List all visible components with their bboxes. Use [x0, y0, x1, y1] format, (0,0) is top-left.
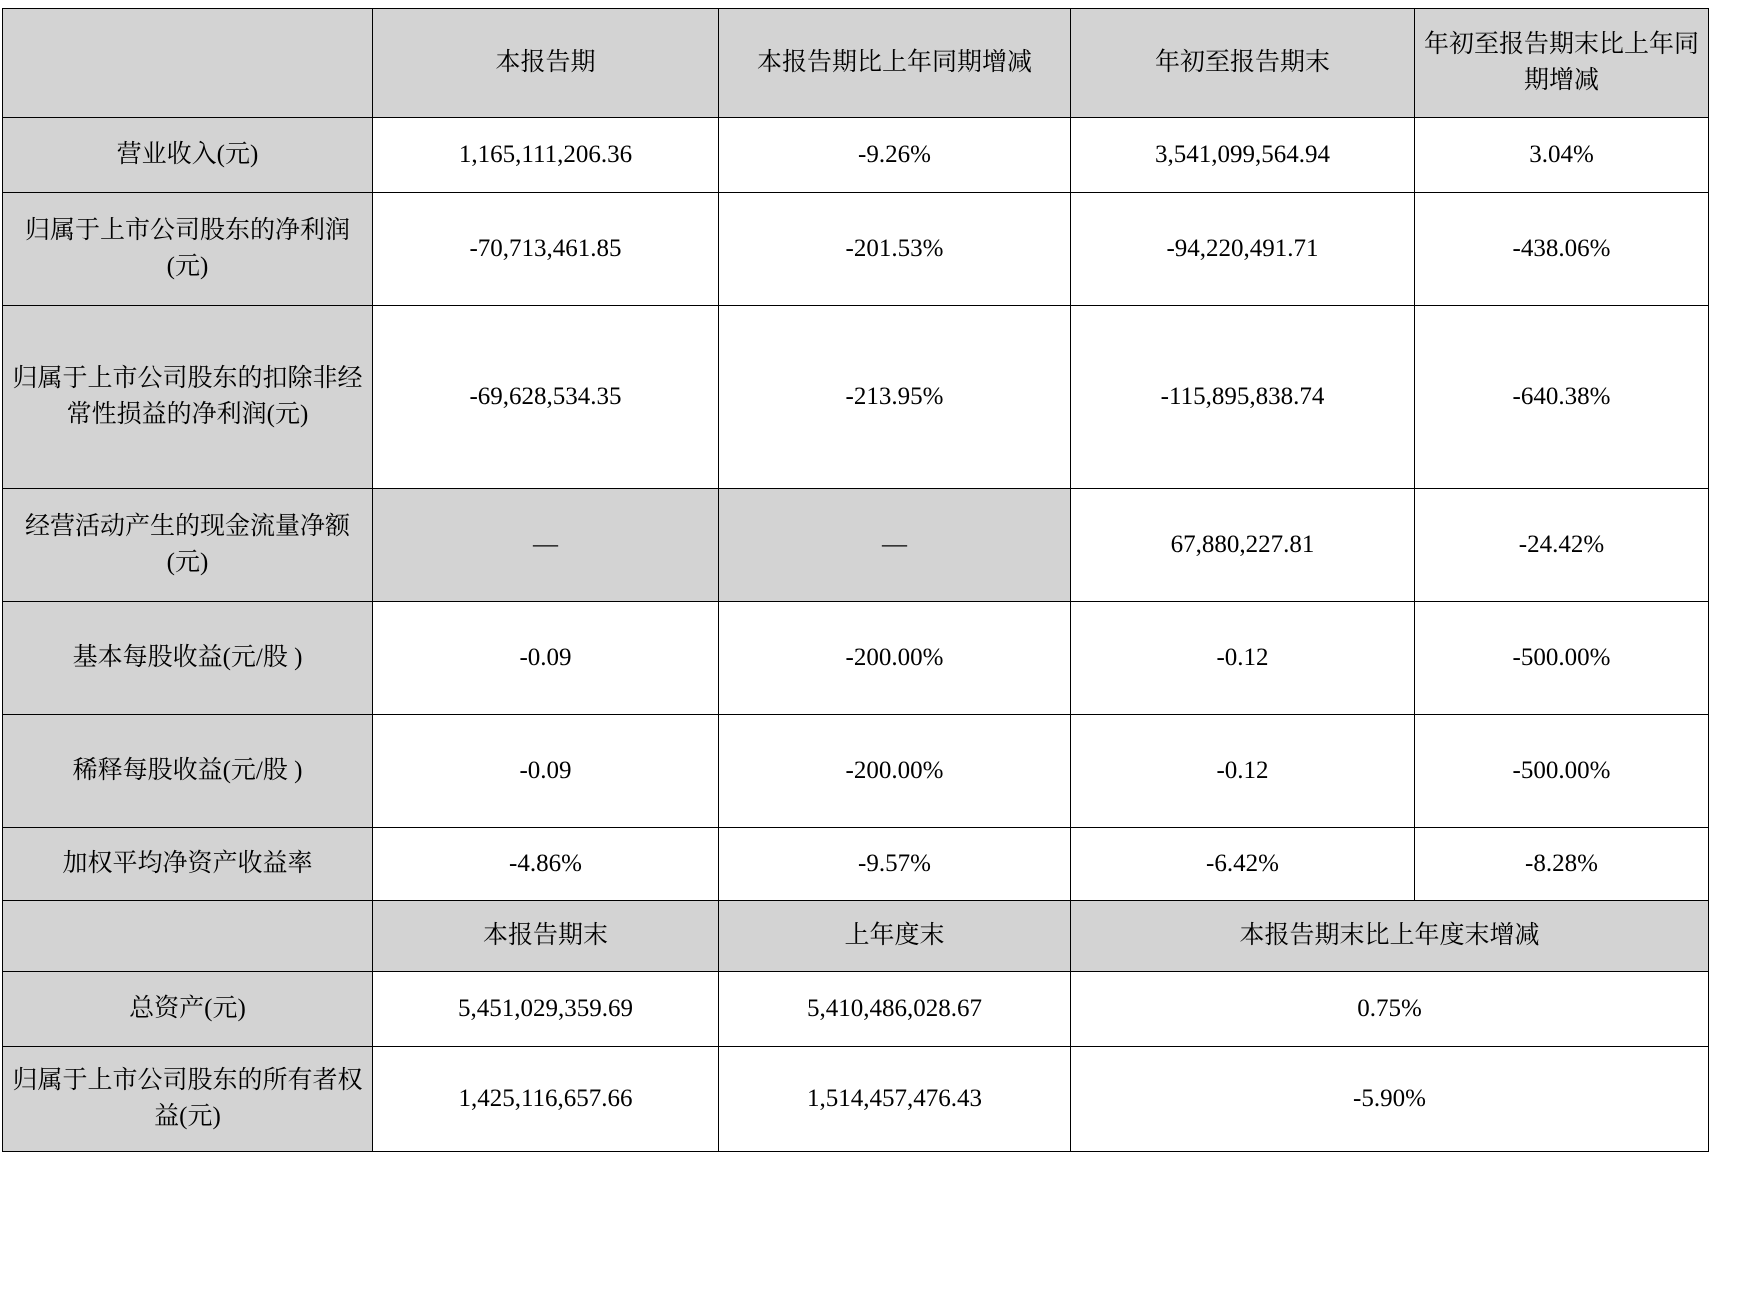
- table-row: [3, 306, 1709, 489]
- row-label-net-profit: 归属于上市公司股东的净利润(元): [3, 193, 373, 306]
- cell-operating-cashflow-ytd: 67,880,227.81: [1071, 489, 1415, 602]
- cell-net-profit-deducted-current: -69,628,534.35: [373, 306, 719, 489]
- cell-net-profit-ytd-yoy: -438.06%: [1415, 193, 1709, 306]
- row-label-equity: 归属于上市公司股东的所有者权益(元): [3, 1047, 373, 1152]
- cell-net-profit-ytd: -94,220,491.71: [1071, 193, 1415, 306]
- cell-net-profit-current: -70,713,461.85: [373, 193, 719, 306]
- cell-net-profit-deducted-current-yoy: -213.95%: [719, 306, 1071, 489]
- second-header-corner-cell: [3, 901, 373, 972]
- second-header-col-prior-year-end: 上年度末: [719, 901, 1071, 972]
- header-col-ytd-yoy: 年初至报告期末比上年同期增减: [1415, 9, 1709, 118]
- cell-revenue-ytd-yoy: 3.04%: [1415, 118, 1709, 193]
- table-row: [3, 193, 1709, 306]
- table-row: [3, 118, 1709, 193]
- cell-equity-change: -5.90%: [1071, 1047, 1709, 1152]
- table-row: [3, 1047, 1709, 1152]
- cell-diluted-eps-ytd: -0.12: [1071, 715, 1415, 828]
- header-corner-cell: [3, 9, 373, 118]
- cell-operating-cashflow-current: —: [373, 489, 719, 602]
- cell-basic-eps-current-yoy: -200.00%: [719, 602, 1071, 715]
- table-row: [3, 715, 1709, 828]
- cell-operating-cashflow-current-yoy: —: [719, 489, 1071, 602]
- row-label-net-profit-deducted: 归属于上市公司股东的扣除非经常性损益的净利润(元): [3, 306, 373, 489]
- cell-operating-cashflow-ytd-yoy: -24.42%: [1415, 489, 1709, 602]
- cell-basic-eps-current: -0.09: [373, 602, 719, 715]
- table-header-row: [3, 9, 1709, 118]
- cell-equity-prior-year-end: 1,514,457,476.43: [719, 1047, 1071, 1152]
- row-label-diluted-eps: 稀释每股收益(元/股 ): [3, 715, 373, 828]
- header-col-current-period-yoy: 本报告期比上年同期增减: [719, 9, 1071, 118]
- cell-diluted-eps-current: -0.09: [373, 715, 719, 828]
- cell-revenue-ytd: 3,541,099,564.94: [1071, 118, 1415, 193]
- table-row: [3, 972, 1709, 1047]
- row-label-revenue: 营业收入(元): [3, 118, 373, 193]
- cell-weighted-roe-current: -4.86%: [373, 828, 719, 901]
- cell-basic-eps-ytd: -0.12: [1071, 602, 1415, 715]
- table-row: [3, 828, 1709, 901]
- cell-net-profit-deducted-ytd-yoy: -640.38%: [1415, 306, 1709, 489]
- cell-total-assets-period-end: 5,451,029,359.69: [373, 972, 719, 1047]
- cell-net-profit-current-yoy: -201.53%: [719, 193, 1071, 306]
- cell-weighted-roe-current-yoy: -9.57%: [719, 828, 1071, 901]
- cell-revenue-current: 1,165,111,206.36: [373, 118, 719, 193]
- cell-basic-eps-ytd-yoy: -500.00%: [1415, 602, 1709, 715]
- cell-weighted-roe-ytd: -6.42%: [1071, 828, 1415, 901]
- row-label-basic-eps: 基本每股收益(元/股 ): [3, 602, 373, 715]
- cell-diluted-eps-ytd-yoy: -500.00%: [1415, 715, 1709, 828]
- cell-total-assets-change: 0.75%: [1071, 972, 1709, 1047]
- header-col-ytd: 年初至报告期末: [1071, 9, 1415, 118]
- header-col-current-period: 本报告期: [373, 9, 719, 118]
- table-row: [3, 489, 1709, 602]
- cell-total-assets-prior-year-end: 5,410,486,028.67: [719, 972, 1071, 1047]
- cell-weighted-roe-ytd-yoy: -8.28%: [1415, 828, 1709, 901]
- financial-summary-table: [2, 8, 1709, 1152]
- second-header-col-period-end: 本报告期末: [373, 901, 719, 972]
- row-label-total-assets: 总资产(元): [3, 972, 373, 1047]
- second-header-col-change: 本报告期末比上年度末增减: [1071, 901, 1709, 972]
- table-row: [3, 602, 1709, 715]
- document-page: [0, 8, 1760, 1316]
- row-label-operating-cashflow: 经营活动产生的现金流量净额(元): [3, 489, 373, 602]
- cell-equity-period-end: 1,425,116,657.66: [373, 1047, 719, 1152]
- row-label-weighted-roe: 加权平均净资产收益率: [3, 828, 373, 901]
- cell-revenue-current-yoy: -9.26%: [719, 118, 1071, 193]
- cell-diluted-eps-current-yoy: -200.00%: [719, 715, 1071, 828]
- table-second-header-row: [3, 901, 1709, 972]
- cell-net-profit-deducted-ytd: -115,895,838.74: [1071, 306, 1415, 489]
